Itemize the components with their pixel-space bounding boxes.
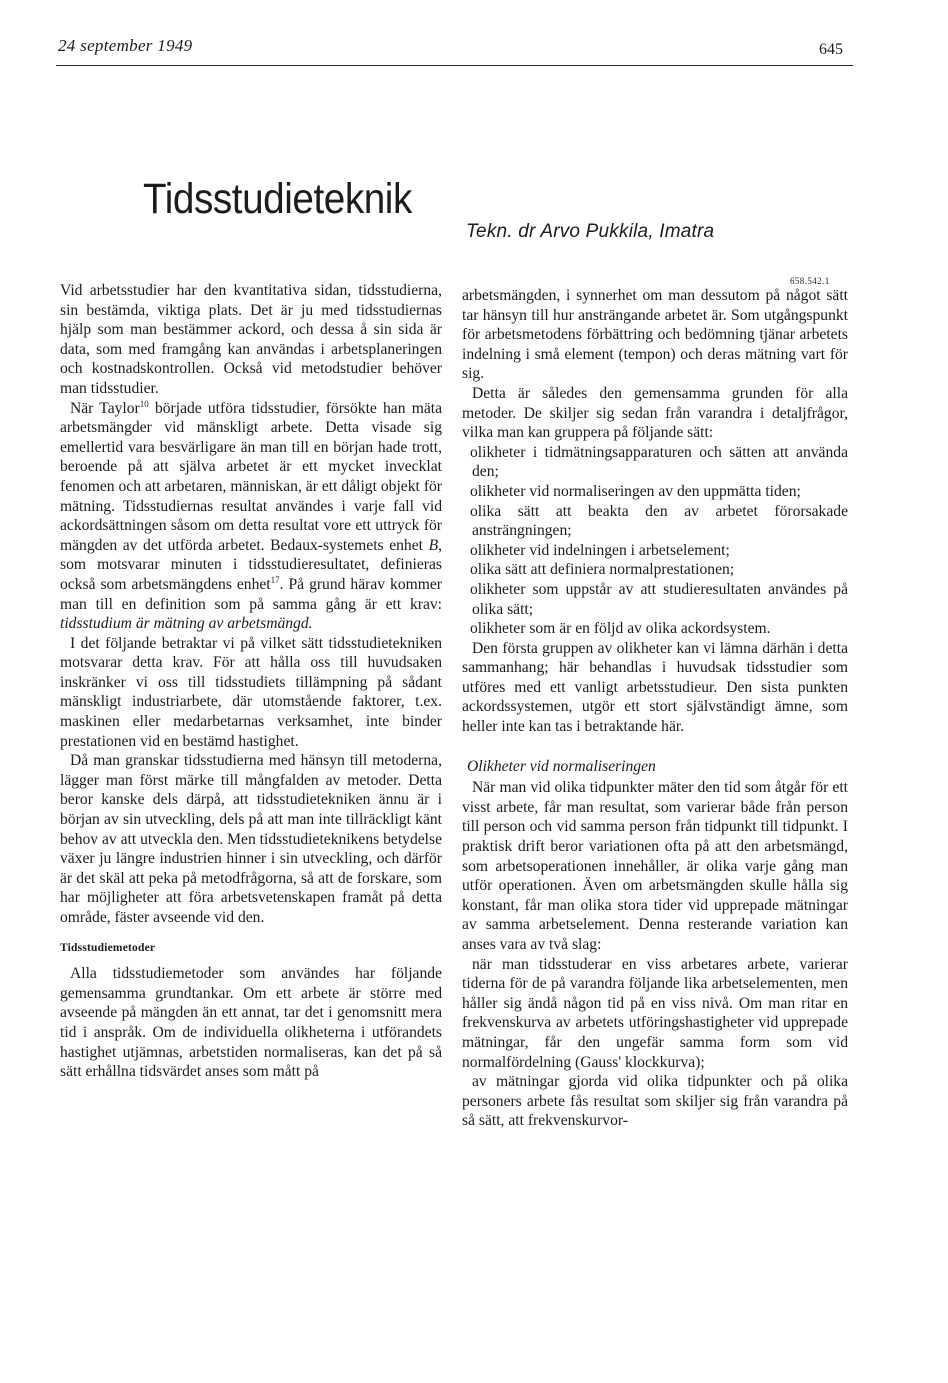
text-run: började utföra tidsstudier, försökte han mäta arbetsmängder vid mänskligt arbete. Detta visade sig emellertid vara besvärligare än man till en början hade trott, beroende på att själva arbetet är ett mycket invecklat fenomen och att arbetaren, människan, är ett dåligt objekt för mätning. Tidsstudiernas resultat användes i varje fall vid ackordsättningen såsom om detta resultat vore ett uttryck för mängden av det utförda arbetet. Bedaux-systemets enhet bbox=[60, 399, 443, 554]
footnote-ref: 10 bbox=[139, 398, 149, 409]
header-rule bbox=[56, 65, 853, 66]
section-heading: Olikheter vid normaliseringen bbox=[467, 757, 656, 775]
paragraph: Alla tidsstudiemetoder som användes har följande gemensamma grundtankar. Om ett arbete är större med avseende på mängden än ett annat, tar det i genomsnitt mera tid i anspråk. Om de individuella olikheterna i utförandets hastighet utjämnas, arbetstiden normaliseras, kan det på så sätt erhållna tidsvärdet anses som mått på bbox=[60, 965, 442, 1081]
text-run: . På grund härav kommer man till en definition som på samma gång är ett krav: bbox=[60, 575, 442, 613]
left-column bbox=[60, 281, 442, 1082]
paragraph bbox=[60, 399, 442, 634]
paragraph: arbetsmängden, i synnerhet om man dessutom på något sätt tar hänsyn till hur ansträngande arbetet är. Som utgångspunkt för arbetsmetodens förbättring och bedömning tjänar arbetets indelning i små element (tempon) och deras mätning vart för sig. bbox=[462, 287, 848, 383]
paragraph: I det följande betraktar vi på vilket sätt tidsstudietekniken motsvarar detta krav. För att hålla oss till huvudsaken inskränker vi oss till tidsstudiets tillämpning på sådant mänskligt industriarbete, där utomstående faktorer, t.ex. maskinen eller medarbetarnas verksamhet, inte binder prestationen vid en bestämd hastighet. bbox=[60, 634, 442, 750]
list-item: olikheter som är en följd av olika ackordsystem. bbox=[470, 620, 771, 638]
paragraph: Då man granskar tidsstudierna med hänsyn till metoderna, lägger man först märke till mångfalden av metoder. Detta beror kanske dels därpå, att tidsstudietekniken ännu är i början av sin utveckling, dels på att man inte tillräckligt känt behov av att utveckla den. Men tidsstudieteknikens betydelse växer ju längre industrien hinner i sin utveckling, och därför är det skäl att peka på metodfrågorna, så att de forskare, som har möjligheter att föra arbetsvetenskapen framåt på detta område, fäster avseende vid den. bbox=[60, 752, 442, 926]
paragraph: Detta är således den gemensamma grunden för alla metoder. De skiljer sig sedan från varandra i detaljfrågor, vilka man kan gruppera på följande sätt: bbox=[462, 384, 848, 442]
paragraph: när man tidsstuderar en viss arbetares arbete, varierar tiderna för de på varandra följande lika arbetselementen, men håller sig ändå någon tid på en viss nivå. Om man ritar en frekvenskurva av arbetets utföringshastigheter vid upprepade mätningar, får den ungefär samma form som vid normalfördelning (Gauss' klockkurva); bbox=[462, 955, 848, 1071]
list-item: olikheter som uppstår av att studieresultaten användes på olika sätt; bbox=[470, 580, 848, 618]
page-number: 645 bbox=[819, 41, 843, 58]
list-item: olika sätt att definiera normalprestationen; bbox=[470, 561, 735, 579]
footnote-ref: 17 bbox=[270, 574, 280, 585]
paragraph: Vid arbetsstudier har den kvantitativa sidan, tidsstudierna, sin bestämda, viktiga plats. Det är ju med tidsstudiernas hjälp som man bestämmer ackord, och dessa å sin sida är data, som med framgång kan användas i arbetsplaneringen och kostnadskontrollen. Också vid metodstudier behöver man tidsstudier. bbox=[60, 282, 442, 397]
list-item: olikheter i tidmätningsapparaturen och sätten att använda den; bbox=[470, 443, 848, 481]
text-run: , som motsvarar minuten i tidsstudieresultatet, definieras också som arbetsmängdens enhet bbox=[60, 536, 442, 593]
list-item: olika sätt att beakta den av arbetet förorsakade ansträngningen; bbox=[470, 502, 848, 540]
italic-text: B bbox=[428, 536, 439, 554]
right-column bbox=[462, 286, 848, 1131]
paragraph: av mätningar gjorda vid olika tidpunkter och på olika personers arbete fås resultat som skiljer sig från varandra på så sätt, att frekvenskurvor- bbox=[462, 1073, 848, 1130]
article-byline: Tekn. dr Arvo Pukkila, Imatra bbox=[466, 221, 715, 242]
paragraph: Den första gruppen av olikheter kan vi lämna därhän i detta sammanhang; här behandlas i huvudsak tidsstudier som utföres med ett vanligt arbetsstudieur. Den sista punkten ackordssystemen, utgör ett stort självständigt ämne, som heller inte kan tas i betraktande här. bbox=[462, 639, 848, 736]
article-title: Tidsstudieteknik bbox=[143, 174, 412, 223]
section-heading: Tidsstudiemetoder bbox=[60, 941, 156, 954]
paragraph: När man vid olika tidpunkter mäter den tid som åtgår för ett visst arbete, får man resultat, som varierar både från person till person och vid samma person från tidpunkt till tidpunkt. I praktisk drift beror variationen ofta på att den arbetsmängd, som arbetsoperationen innehåller, är olika varje gång man utför operationen. Även om arbetsmängden skulle hålla sig konstant, får man olika stora tider vid upprepade mätningar av samma arbetselement. Denna resterande variation kan anses vara av två slag: bbox=[462, 779, 848, 953]
header-date: 24 september 1949 bbox=[58, 36, 193, 55]
classification-code: 658.542.1 bbox=[790, 276, 830, 286]
text-run: När Taylor bbox=[70, 399, 140, 417]
italic-text: tidsstudium är mätning av arbetsmängd. bbox=[60, 615, 313, 633]
list-item: olikheter vid normaliseringen av den uppmätta tiden; bbox=[470, 482, 801, 500]
list-item: olikheter vid indelningen i arbetselement; bbox=[470, 541, 730, 559]
